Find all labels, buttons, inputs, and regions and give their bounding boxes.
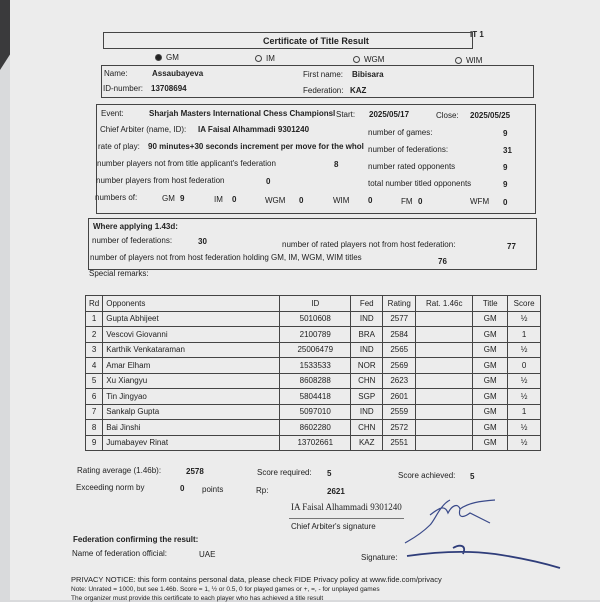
feds-label: number of federations:	[368, 145, 449, 154]
cell-rd: 7	[86, 404, 103, 420]
rated-opp-label: number rated opponents	[368, 162, 456, 171]
cell-score: 1	[508, 327, 541, 343]
table-row	[86, 342, 541, 358]
cell-fed: IND	[351, 342, 383, 358]
cell-title: GM	[473, 327, 508, 343]
start-label: Start:	[336, 110, 356, 119]
player-name: Assaubayeva	[152, 69, 204, 78]
table-row	[86, 435, 541, 451]
score-achieved-label: Score achieved:	[398, 471, 456, 480]
cell-rating: 2569	[383, 358, 416, 374]
cell-fed: IND	[351, 404, 383, 420]
cell-rat146c	[416, 420, 473, 436]
cell-rd: 9	[86, 435, 103, 451]
scoring-note: Note: Unrated = 1000, but see 1.46b. Score = 1, ½ or 0.5, 0 for played games or +, =, - for unplayed games	[71, 586, 380, 593]
rate-label: rate of play:	[98, 142, 140, 151]
score-required-value: 5	[327, 469, 332, 478]
start-date: 2025/05/17	[369, 110, 410, 119]
cell-title: GM	[473, 358, 508, 374]
cell-rd: 1	[86, 311, 103, 327]
cell-fed: NOR	[351, 358, 383, 374]
title-option-im[interactable]	[255, 54, 275, 63]
fm-count: 0	[418, 197, 423, 206]
cell-id: 5804418	[280, 389, 351, 405]
id-label: ID-number:	[103, 84, 144, 93]
cell-score: ½	[508, 342, 541, 358]
titled-opp-label: total number titled opponents	[368, 179, 472, 188]
event-label: Event:	[101, 109, 124, 118]
score-required-label: Score required:	[257, 468, 312, 477]
federation-official-label: Name of federation official:	[72, 549, 168, 558]
col-rating: Rating	[383, 296, 416, 312]
col-id: ID	[280, 296, 351, 312]
cell-score: 0	[508, 358, 541, 374]
cell-title: GM	[473, 435, 508, 451]
numbers-label: numbers of:	[95, 193, 138, 202]
arbiter-signature-label: Chief Arbiter's signature	[291, 522, 376, 531]
col-rat146c: Rat. 1.46c	[416, 296, 473, 312]
score-achieved-value: 5	[470, 472, 475, 481]
not-applicant-fed-label: number players not from title applicant's federation	[97, 159, 276, 168]
cell-title: GM	[473, 389, 508, 405]
first-name-label: First name:	[303, 70, 344, 79]
radio-icon	[255, 55, 262, 62]
applying-titled-label: number of players not from host federation holding GM, IM, WGM, WIM titles	[90, 253, 362, 262]
cell-fed: KAZ	[351, 435, 383, 451]
col-score: Score	[508, 296, 541, 312]
federation-heading: Federation confirming the result:	[73, 535, 199, 544]
cell-score: 1	[508, 404, 541, 420]
table-row	[86, 373, 541, 389]
col-title: Title	[473, 296, 508, 312]
cell-fed: CHN	[351, 420, 383, 436]
rate-value: 90 minutes+30 seconds increment per move for the whol	[148, 142, 364, 151]
arbiter-name: IA Faisal Alhammadi 9301240	[198, 125, 310, 134]
privacy-notice: PRIVACY NOTICE: this form contains personal data, please check FIDE Privacy policy at www.fide.com/privacy	[71, 575, 442, 584]
close-label: Close:	[436, 111, 459, 120]
col-fed: Fed	[351, 296, 383, 312]
table-row	[86, 311, 541, 327]
cell-rat146c	[416, 404, 473, 420]
cell-rating: 2577	[383, 311, 416, 327]
wim-label: WIM	[333, 196, 350, 205]
cell-opponent: Karthik Venkataraman	[103, 342, 280, 358]
rated-opp-value: 9	[503, 163, 508, 172]
cell-score: ½	[508, 420, 541, 436]
applying-rated-label: number of rated players not from host federation:	[282, 240, 456, 249]
cell-opponent: Vescovi Giovanni	[103, 327, 280, 343]
cell-opponent: Xu Xiangyu	[103, 373, 280, 389]
title-option-wgm[interactable]	[353, 55, 384, 64]
host-fed-label: number players from host federation	[96, 176, 225, 185]
im-count: 0	[232, 195, 237, 204]
cell-id: 13702661	[280, 435, 351, 451]
cell-rd: 6	[86, 389, 103, 405]
federation-signature-image	[405, 540, 565, 575]
cell-id: 5097010	[280, 404, 351, 420]
cell-id: 1533533	[280, 358, 351, 374]
wgm-label: WGM	[265, 196, 286, 205]
cell-rat146c	[416, 342, 473, 358]
table-row	[86, 404, 541, 420]
radio-icon	[455, 57, 462, 64]
cell-fed: IND	[351, 311, 383, 327]
title-im-label: IM	[266, 54, 275, 63]
cell-rating: 2551	[383, 435, 416, 451]
gm-label: GM	[162, 194, 175, 203]
cell-title: GM	[473, 342, 508, 358]
wfm-label: WFM	[470, 197, 490, 206]
cell-rd: 2	[86, 327, 103, 343]
games-label: number of games:	[368, 128, 433, 137]
player-id: 13708694	[151, 84, 187, 93]
points-label: points	[202, 485, 224, 494]
games-value: 9	[503, 129, 508, 138]
federation-signature-label: Signature:	[361, 553, 398, 562]
cell-id: 5010608	[280, 311, 351, 327]
title-gm-label: GM	[166, 53, 179, 62]
cell-opponent: Bai Jinshi	[103, 420, 280, 436]
rating-average-label: Rating average (1.46b):	[77, 466, 162, 475]
opponents-table	[85, 295, 541, 451]
title-option-gm[interactable]	[155, 53, 179, 62]
applying-feds-label: number of federations:	[92, 236, 173, 245]
cell-opponent: Jumabayev Rinat	[103, 435, 280, 451]
cell-rating: 2601	[383, 389, 416, 405]
signature-line	[289, 518, 404, 519]
cell-fed: CHN	[351, 373, 383, 389]
cell-title: GM	[473, 373, 508, 389]
exceeding-norm-value: 0	[180, 484, 185, 493]
applying-titled-value: 76	[438, 257, 447, 266]
host-fed-value: 0	[266, 177, 271, 186]
cell-rd: 8	[86, 420, 103, 436]
cell-id: 2100789	[280, 327, 351, 343]
cell-rd: 4	[86, 358, 103, 374]
titled-opp-value: 9	[503, 180, 508, 189]
gm-count: 9	[180, 194, 185, 203]
rp-label: Rp:	[256, 486, 269, 495]
name-label: Name:	[104, 69, 128, 78]
radio-selected-icon	[155, 54, 162, 61]
table-row	[86, 358, 541, 374]
title-wgm-label: WGM	[364, 55, 385, 64]
close-date: 2025/05/25	[470, 111, 511, 120]
cell-score: ½	[508, 311, 541, 327]
cell-rd: 5	[86, 373, 103, 389]
cell-rat146c	[416, 327, 473, 343]
cell-opponent: Gupta Abhijeet	[103, 311, 280, 327]
cell-opponent: Sankalp Gupta	[103, 404, 280, 420]
cell-fed: BRA	[351, 327, 383, 343]
title-wim-label: WIM	[466, 56, 483, 65]
arbiter-signature-image	[400, 495, 500, 545]
cell-rat146c	[416, 435, 473, 451]
im-label: IM	[214, 195, 223, 204]
radio-icon	[353, 56, 360, 63]
table-row	[86, 389, 541, 405]
cell-rating: 2572	[383, 420, 416, 436]
player-first-name: Bibisara	[352, 70, 384, 79]
feds-value: 31	[503, 146, 512, 155]
cell-title: GM	[473, 311, 508, 327]
not-applicant-fed-value: 8	[334, 160, 339, 169]
federation-official-value: UAE	[199, 550, 216, 559]
cell-title: GM	[473, 404, 508, 420]
player-federation: KAZ	[350, 86, 367, 95]
table-row	[86, 327, 541, 343]
arbiter-signature-name: IA Faisal Alhammadi 9301240	[291, 502, 402, 512]
cell-rating: 2565	[383, 342, 416, 358]
cell-rat146c	[416, 311, 473, 327]
cell-opponent: Amar Elham	[103, 358, 280, 374]
exceeding-norm-label: Exceeding norm by	[76, 483, 145, 492]
col-rd: Rd	[86, 296, 103, 312]
event-name: Sharjah Masters International Chess Championsl	[149, 109, 336, 118]
cell-score: ½	[508, 373, 541, 389]
col-opponents: Opponents	[103, 296, 280, 312]
rating-average-value: 2578	[186, 467, 204, 476]
applying-heading: Where applying 1.43d:	[93, 222, 178, 231]
cell-id: 25006479	[280, 342, 351, 358]
title-option-wim[interactable]	[455, 56, 482, 65]
federation-label: Federation:	[303, 86, 344, 95]
table-header-row	[86, 296, 541, 312]
table-row	[86, 420, 541, 436]
form-code: IT 1	[470, 30, 484, 39]
arbiter-label: Chief Arbiter (name, ID):	[100, 125, 187, 134]
cell-id: 8602280	[280, 420, 351, 436]
page-title: Certificate of Title Result	[263, 36, 369, 46]
rp-value: 2621	[327, 487, 345, 496]
cell-score: ½	[508, 435, 541, 451]
cell-rating: 2623	[383, 373, 416, 389]
applying-rated-value: 77	[507, 242, 516, 251]
cell-rating: 2559	[383, 404, 416, 420]
wgm-count: 0	[299, 196, 304, 205]
special-remarks-label: Special remarks:	[89, 269, 149, 278]
cell-rat146c	[416, 358, 473, 374]
organizer-note: The organizer must provide this certificate to each player who has achieved a title result	[71, 595, 324, 602]
wfm-count: 0	[503, 198, 508, 207]
fm-label: FM	[401, 197, 413, 206]
cell-title: GM	[473, 420, 508, 436]
cell-opponent: Tin Jingyao	[103, 389, 280, 405]
wim-count: 0	[368, 196, 373, 205]
cell-rat146c	[416, 389, 473, 405]
cell-rat146c	[416, 373, 473, 389]
cell-rd: 3	[86, 342, 103, 358]
cell-score: ½	[508, 389, 541, 405]
cell-rating: 2584	[383, 327, 416, 343]
applying-feds-value: 30	[198, 237, 207, 246]
cell-id: 8608288	[280, 373, 351, 389]
cell-fed: SGP	[351, 389, 383, 405]
